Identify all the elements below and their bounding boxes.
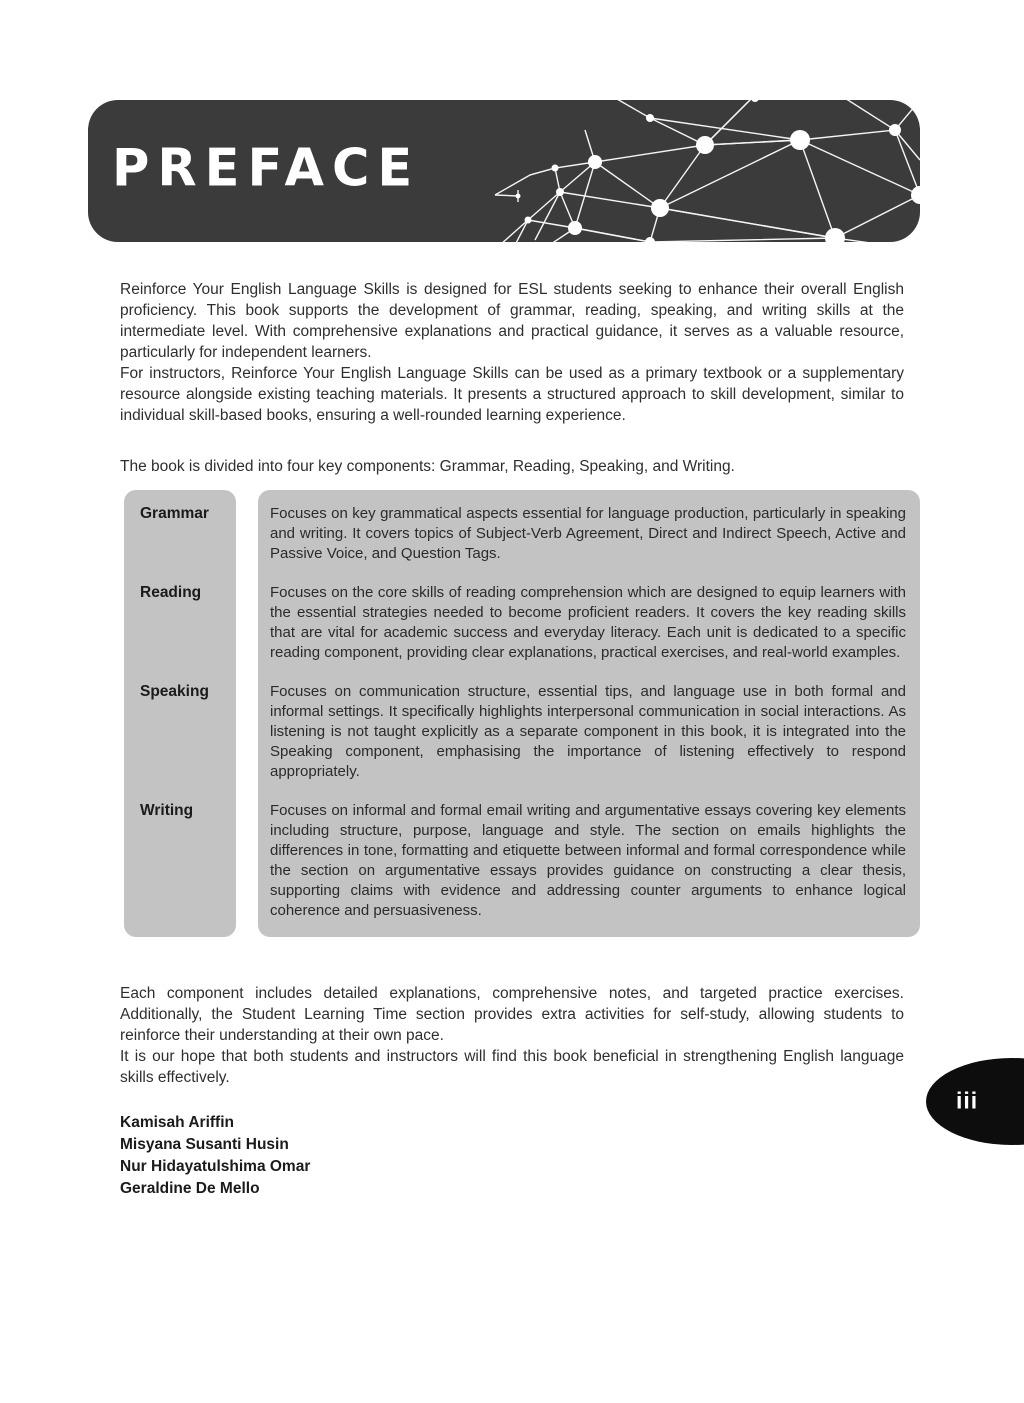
components-grid — [124, 490, 920, 937]
author-name: Nur Hidayatulshima Omar — [120, 1158, 311, 1175]
component-label-writing: Writing — [140, 802, 194, 819]
authors-list — [120, 1112, 904, 1200]
author-name: Kamisah Ariffin — [120, 1114, 234, 1131]
network-nodes-graphic — [490, 100, 920, 242]
component-description-writing: Focuses on informal and formal email writing and argumentative essays covering key elements including structure, purpose, language and style. The section on emails highlights the differences in tone, formatting and etiquette between informal and formal correspondence while the section on argumentative essays provides guidance on constructing a clear thesis, supporting claims with evidence and addressing counter arguments to enhance logical coherence and persuasiveness. — [270, 802, 906, 919]
page-number: iii — [956, 1086, 979, 1113]
outro-paragraph-2: It is our hope that both students and instructors will find this book beneficial in strengthening English language skills effectively. — [120, 1048, 904, 1086]
closing-section — [120, 983, 904, 1088]
component-description-grammar: Focuses on key grammatical aspects essential for language production, particularly in speaking and writing. It covers topics of Subject-Verb Agreement, Direct and Indirect Speech, Active and Passive Voice, and Question Tags. — [270, 505, 906, 562]
components-box — [124, 490, 920, 937]
author-name: Geraldine De Mello — [120, 1180, 260, 1197]
component-label-reading: Reading — [140, 584, 202, 601]
preface-banner — [88, 100, 920, 242]
component-description-speaking: Focuses on communication structure, essential tips, and language use in both formal and informal settings. It specifically highlights interpersonal communication in social interactions. As listening is not taught explicitly as a separate component in this book, it is integrated into the Speaking component, emphasising the importance of listening effectively to respond appropriately. — [270, 683, 906, 780]
component-label-speaking: Speaking — [140, 683, 209, 700]
intro-paragraph-2: For instructors, Reinforce Your English Language Skills can be used as a primary textbook or a supplementary resource alongside existing teaching materials. It presents a structured approach to skill development, similar to individual skill-based books, ensuring a well-rounded learning experience. — [120, 365, 904, 424]
component-description-reading: Focuses on the core skills of reading comprehension which are designed to equip learners with the essential strategies needed to become proficient readers. It covers the key reading skills that are vital for academic success and everyday literacy. Each unit is dedicated to a specific reading component, providing clear explanations, practical exercises, and real-world examples. — [270, 584, 906, 661]
intro-paragraph-1: Reinforce Your English Language Skills is designed for ESL students seeking to enhance their overall English proficiency. This book supports the development of grammar, reading, speaking, and writing skills at the intermediate level. With comprehensive explanations and practical guidance, it serves as a valuable resource, particularly for independent learners. — [120, 281, 904, 361]
page-title: PREFACE — [112, 138, 421, 199]
component-label-grammar: Grammar — [140, 505, 209, 522]
page-number-badge — [926, 1058, 1024, 1145]
components-lead-line: The book is divided into four key components: Grammar, Reading, Speaking, and Writing. — [120, 458, 735, 475]
outro-paragraph-1: Each component includes detailed explanations, comprehensive notes, and targeted practice exercises. Additionally, the Student Learning Time section provides extra activities for self-study, allowing students to reinforce their understanding at their own pace. — [120, 985, 904, 1044]
author-name: Misyana Susanti Husin — [120, 1136, 289, 1153]
main-content — [120, 279, 904, 1200]
